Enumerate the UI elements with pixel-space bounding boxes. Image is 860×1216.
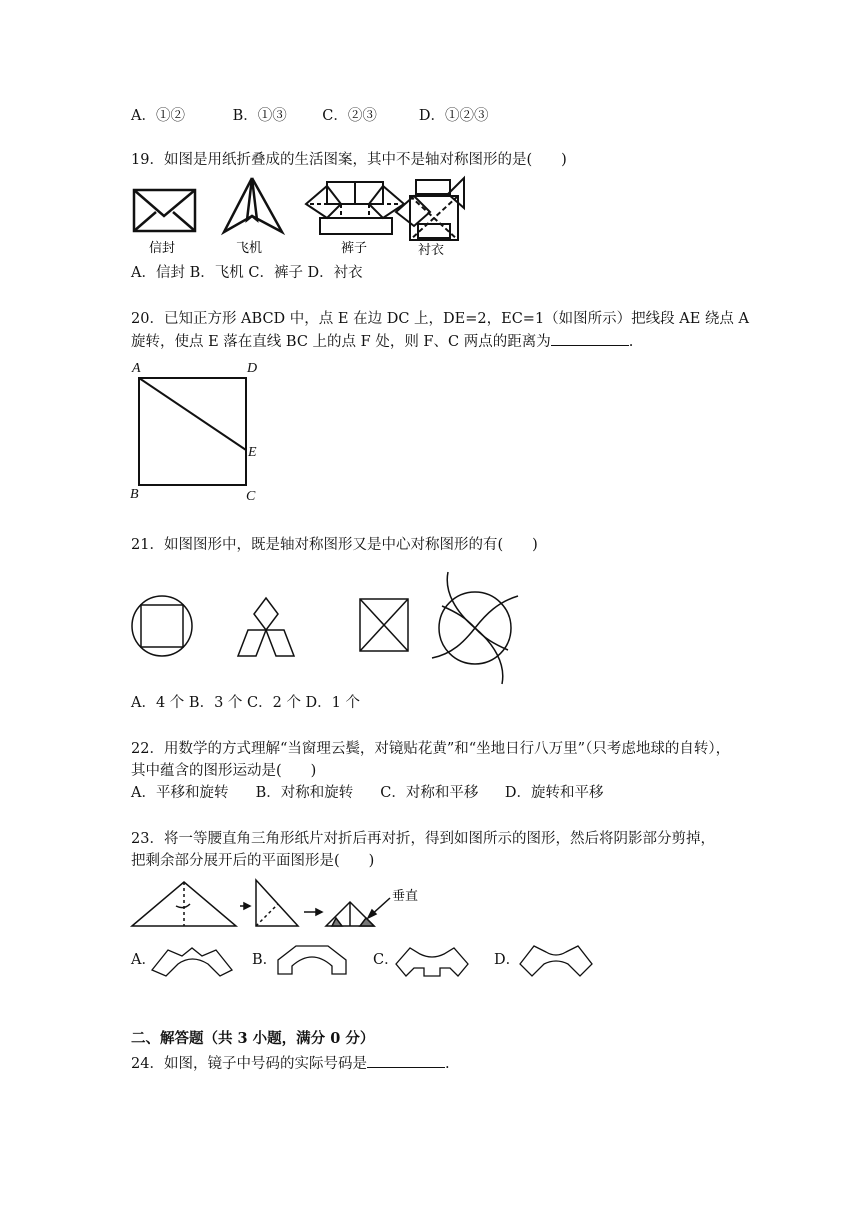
square-x-figure: [360, 599, 408, 651]
q24-answer-blank[interactable]: [367, 1053, 445, 1068]
q24-question-end: .: [444, 1056, 450, 1072]
q24-question-text: 24．如图，镜子中号码的实际号码是: [131, 1056, 367, 1072]
q22-option-d: D．旋转和平移: [504, 785, 604, 801]
q22-option-a: A．平移和旋转: [131, 785, 229, 801]
q18-option-b: B．①③: [232, 108, 287, 124]
q21-question: 21．如图图形中，既是轴对称图形又是中心对称图形的有( ): [131, 537, 538, 553]
q22-question-line2: 其中蕴含的图形运动是( ): [131, 763, 317, 779]
q22-option-c: C．对称和平移: [380, 785, 479, 801]
q20-question-end: .: [628, 334, 634, 350]
q23-question-line2: 把剩余部分展开后的平面图形是( ): [131, 853, 375, 869]
label-e: E: [248, 445, 257, 460]
q20-answer-blank[interactable]: [551, 331, 629, 346]
label-c: C: [246, 489, 256, 504]
q18-option-a: A．①②: [131, 108, 185, 124]
envelope-figure: [134, 190, 195, 231]
section2-title: 二、解答题（共 3 小题，满分 0 分）: [131, 1030, 375, 1047]
q22-option-b: B．对称和旋转: [255, 785, 354, 801]
q21-figures: [126, 562, 526, 688]
label-d: D: [247, 361, 258, 376]
three-diamonds-figure: [238, 598, 294, 656]
q21-options: A．4 个 B．3 个 C．2 个 D．1 个: [131, 695, 361, 711]
q20-question-line1: 20．已知正方形 ABCD 中，点 E 在边 DC 上，DE=2，EC=1（如图所示）把线段 AE 绕点 A: [131, 311, 750, 327]
circle-square-figure: [132, 596, 192, 656]
shirt-figure: [396, 178, 464, 240]
q19-caption-shirt: 衬衣: [418, 243, 445, 258]
q23-option-c-shape: [392, 940, 472, 980]
q23-option-a-label: A．: [131, 952, 156, 968]
q22-options: [131, 783, 603, 803]
q22-question-line1: 22．用数学的方式理解“当窗理云鬓，对镜贴花黄”和“坐地日行八万里”（只考虑地球的自转），: [131, 741, 731, 757]
q23-option-b-shape: [272, 940, 352, 980]
pants-figure: [306, 182, 404, 234]
q24-question: [131, 1053, 450, 1074]
label-a: A: [132, 361, 141, 376]
q23-option-b-label: B．: [252, 952, 278, 968]
q19-options: A．信封 B．飞机 C．裤子 D．衬衣: [131, 265, 363, 281]
square-abcd: [139, 378, 246, 485]
q18-option-d: D．①②③: [418, 108, 489, 124]
q18-options: [131, 106, 488, 126]
q20-question-line2: [131, 331, 633, 352]
q19-question: 19．如图是用纸折叠成的生活图案，其中不是轴对称图形的是( ): [131, 152, 567, 168]
q20-question-text: 旋转，使点 E 落在直线 BC 上的点 F 处，则 F、C 两点的距离为: [131, 334, 551, 350]
q19-caption-envelope: 信封: [149, 241, 176, 256]
triangle-step2: [256, 880, 298, 926]
q23-option-c-label: C．: [373, 952, 399, 968]
q20-square-diagram: [126, 356, 266, 506]
q19-caption-pants: 裤子: [341, 241, 368, 256]
pinwheel-circle-figure: [432, 572, 518, 684]
q19-caption-plane: 飞机: [236, 241, 263, 256]
q18-option-c: C．②③: [322, 108, 377, 124]
segment-ae: [139, 378, 246, 450]
q23-option-a-shape: [148, 940, 238, 980]
q23-folding-diagram: [128, 876, 428, 936]
paper-plane-figure: [224, 178, 282, 232]
fold-label-vertical: 垂直: [392, 889, 419, 904]
q19-figures: [128, 174, 478, 260]
q23-option-d-label: D．: [494, 952, 521, 968]
q23-question-line1: 23．将一等腰直角三角形纸片对折后再对折，得到如图所示的图形，然后将阴影部分剪掉，: [131, 831, 715, 847]
label-b: B: [130, 487, 139, 502]
q23-option-d-shape: [516, 940, 596, 980]
